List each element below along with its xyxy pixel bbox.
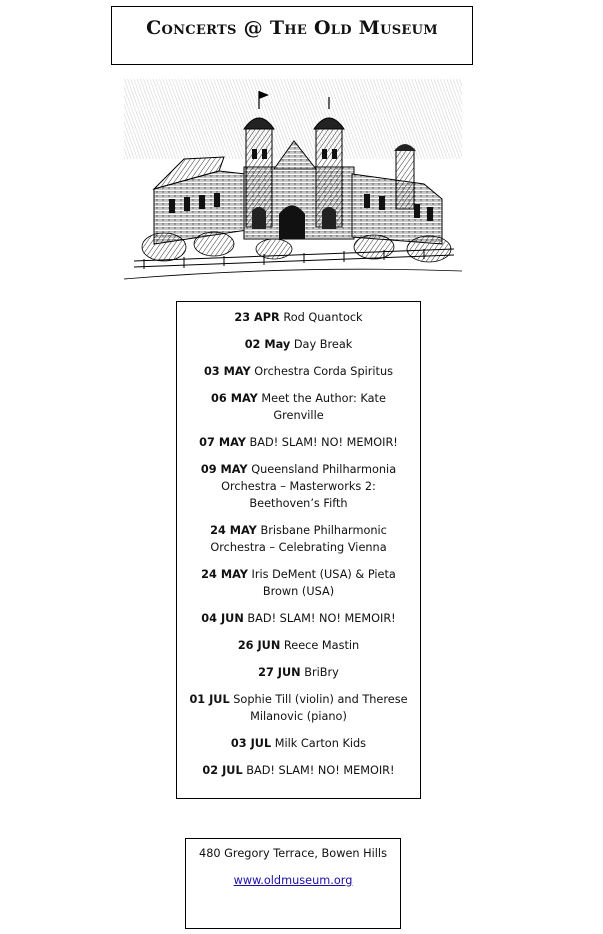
event-title: BAD! SLAM! NO! MEMOIR!: [249, 436, 398, 449]
event-date: 24 MAY: [210, 524, 257, 537]
footer-address: 480 Gregory Terrace, Bowen Hills: [199, 847, 387, 860]
event-date: 06 MAY: [211, 392, 258, 405]
event-title: Brisbane Philharmonic Orchestra – Celebrating Vienna: [210, 524, 387, 554]
event-date: 07 MAY: [199, 436, 246, 449]
event-title: Orchestra Corda Spiritus: [254, 365, 394, 378]
event-item: [185, 522, 412, 556]
events-box: [176, 301, 421, 799]
event-date: 03 JUL: [230, 737, 272, 750]
event-item: [185, 336, 412, 353]
event-item: [185, 735, 412, 752]
event-title: Reece Mastin: [283, 639, 360, 652]
event-item: [185, 762, 412, 779]
website-link[interactable]: www.oldmuseum.org: [233, 874, 353, 887]
event-title: Iris DeMent (USA) & Pieta Brown (USA): [251, 568, 396, 598]
event-title: BAD! SLAM! NO! MEMOIR!: [247, 612, 396, 625]
event-date: 04 JUN: [201, 612, 244, 625]
event-date: 27 JUN: [258, 666, 301, 679]
event-item: [185, 434, 412, 451]
event-title: Meet the Author: Kate Grenville: [261, 392, 386, 422]
event-item: [185, 610, 412, 627]
old-museum-illustration: [124, 79, 462, 287]
event-item: [185, 461, 412, 512]
event-title: Day Break: [293, 338, 353, 351]
event-item: [185, 637, 412, 654]
title-box: [111, 6, 473, 65]
event-date: 23 APR: [234, 311, 280, 324]
event-title: BAD! SLAM! NO! MEMOIR!: [246, 764, 395, 777]
event-date: 02 JUL: [202, 764, 243, 777]
footer-box: [185, 838, 401, 929]
event-title: Milk Carton Kids: [274, 737, 367, 750]
event-item: [185, 691, 412, 725]
event-date: 24 MAY: [201, 568, 248, 581]
event-title: BriBry: [304, 666, 339, 679]
event-date: 26 JUN: [237, 639, 281, 652]
event-date: 03 MAY: [203, 365, 251, 378]
event-date: 09 MAY: [200, 463, 248, 476]
event-item: [185, 390, 412, 424]
event-item: [185, 363, 412, 380]
event-date: 02 May: [244, 338, 291, 351]
event-title: Sophie Till (violin) and Therese Milanovic (piano): [233, 693, 408, 723]
event-date: 01 JUL: [189, 693, 230, 706]
event-item: [185, 566, 412, 600]
event-item: [185, 664, 412, 681]
page-title: Concerts @ The Old Museum: [146, 17, 438, 39]
events-list: [177, 302, 420, 779]
event-item: [185, 309, 412, 326]
event-title: Queensland Philharmonia Orchestra – Masterworks 2: Beethoven’s Fifth: [221, 463, 397, 510]
event-title: Rod Quantock: [283, 311, 363, 324]
